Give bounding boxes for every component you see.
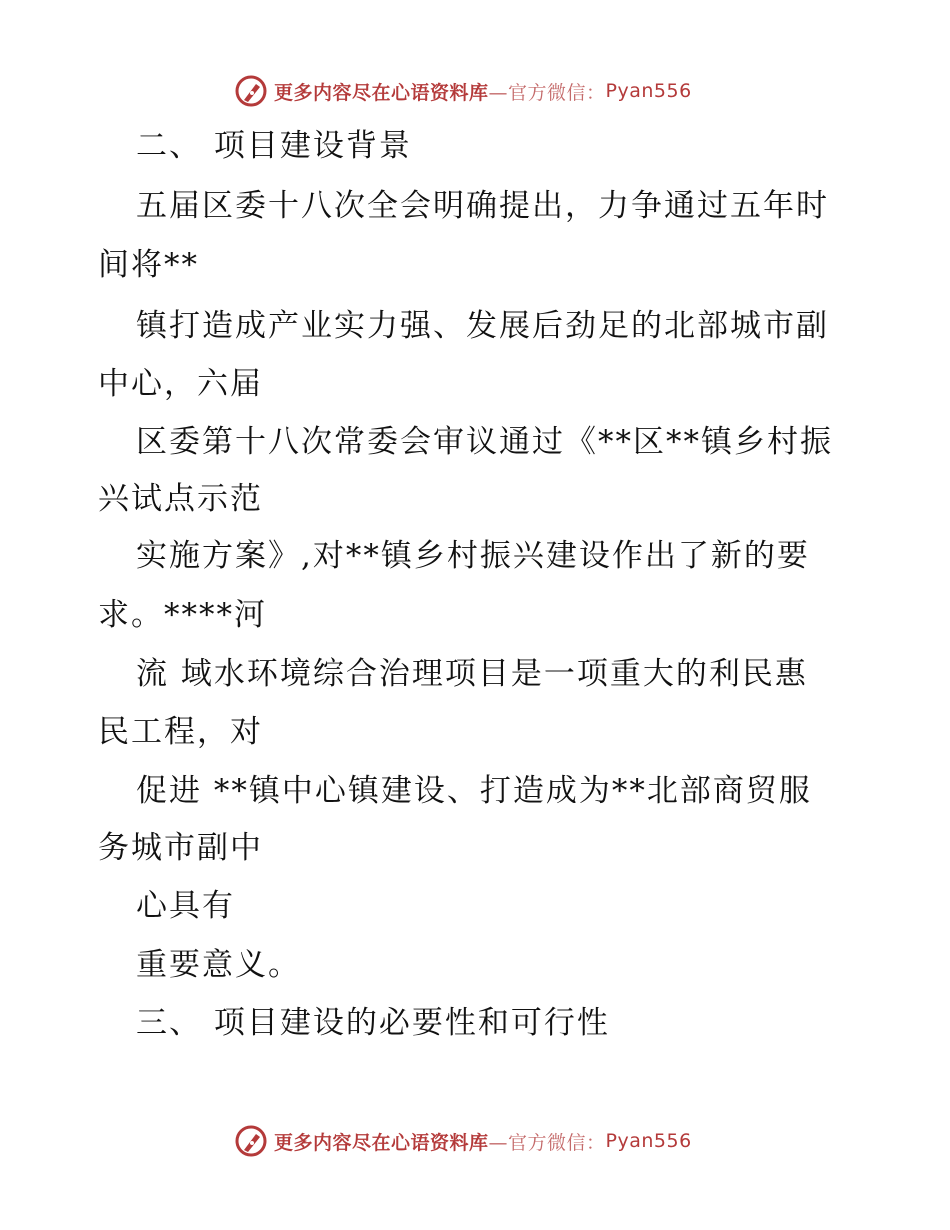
watermark-wechat-id: Pyan556 [605, 1130, 692, 1152]
paragraph-line: 五届区委十八次全会明确提出，力争通过五年时 [136, 188, 829, 224]
paragraph-line: 求。****河 [98, 597, 267, 633]
paragraph-line: 实施方案》,对**镇乡村振兴建设作出了新的要 [136, 538, 810, 574]
watermark-suffix: —官方微信： [488, 81, 606, 104]
watermark-wechat-id: Pyan556 [605, 80, 692, 102]
section-heading-3: 三、 项目建设的必要性和可行性 [136, 1005, 610, 1041]
watermark-brand: 更多内容尽在心语资料库 [274, 1131, 489, 1154]
paragraph-line: 中心，六届 [98, 366, 263, 402]
paragraph-line: 兴试点示范 [98, 481, 263, 517]
watermark-brand: 更多内容尽在心语资料库 [274, 81, 489, 104]
paragraph-line: 务城市副中 [98, 830, 263, 866]
paragraph-line: 流 域水环境综合治理项目是一项重大的利民惠 [136, 656, 808, 692]
paragraph-line: 区委第十八次常委会审议通过《**区**镇乡村振 [136, 424, 833, 460]
paragraph-line: 心具有 [136, 888, 235, 924]
paragraph-line: 促进 **镇中心镇建设、打造成为**北部商贸服 [136, 773, 812, 809]
paragraph-line: 镇打造成产业实力强、发展后劲足的北部城市副 [136, 308, 829, 344]
paragraph-line: 间将** [98, 247, 199, 283]
paragraph-line: 重要意义。 [136, 947, 301, 983]
watermark-suffix: —官方微信： [488, 1131, 606, 1154]
pen-nib-circle-icon [234, 1124, 268, 1158]
paragraph-line: 民工程，对 [98, 714, 263, 750]
section-heading-2: 二、 项目建设背景 [136, 128, 412, 164]
footer-watermark [234, 1124, 692, 1158]
